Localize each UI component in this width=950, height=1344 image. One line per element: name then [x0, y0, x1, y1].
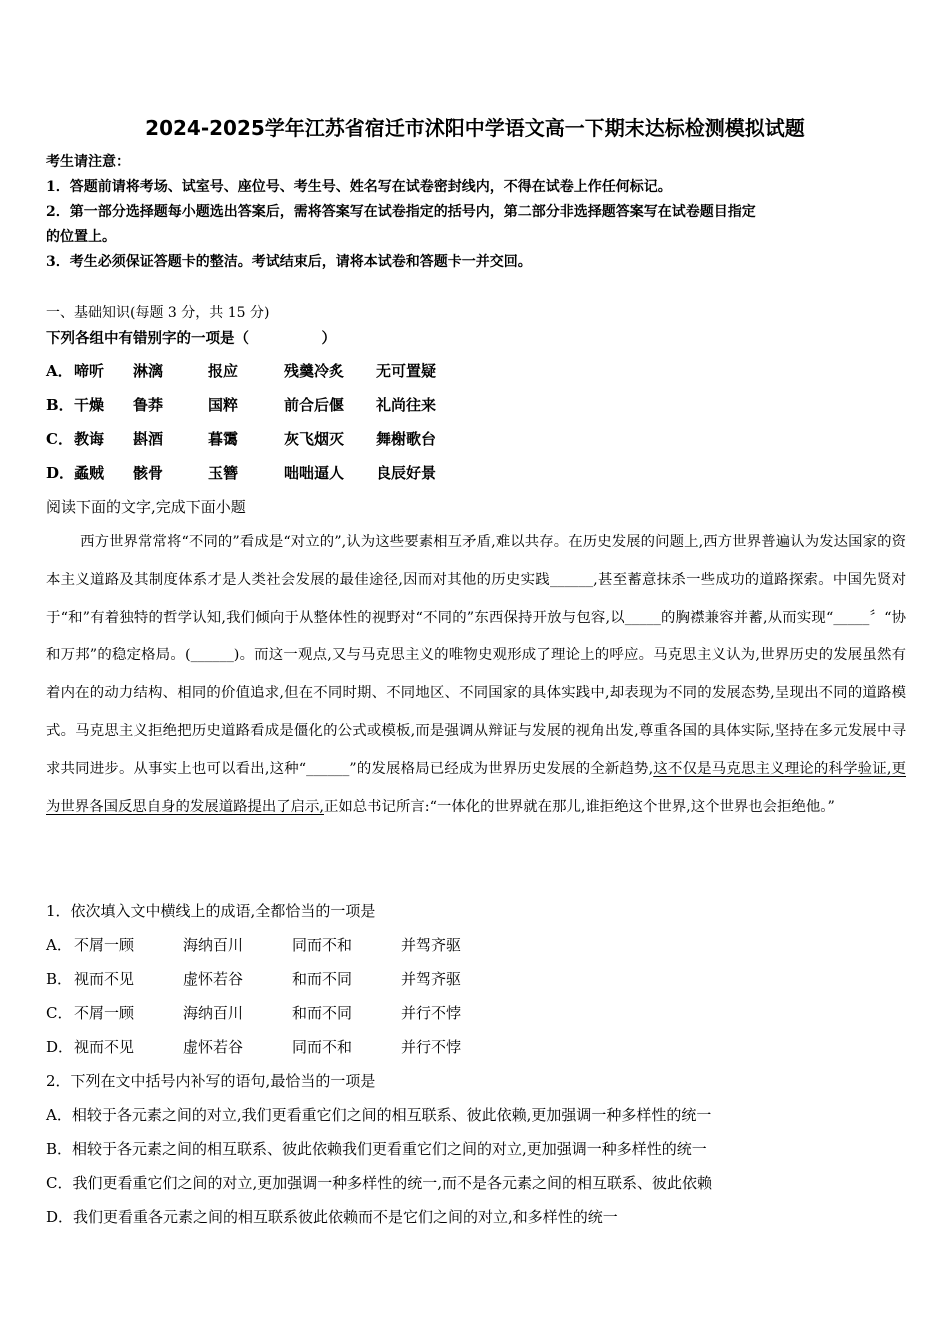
option-label: A． [46, 362, 73, 380]
option-word: 斟酒 [133, 430, 164, 448]
option-word: 无可置疑 [376, 362, 437, 380]
option-word: 国粹 [208, 396, 239, 414]
option-word: 蟊贼 [74, 464, 105, 482]
option-word: 并行不悖 [401, 1038, 462, 1056]
passage-text-end: 正如总书记所言:“一体化的世界就在那儿,谁拒绝这个世界,这个世界也会拒绝他。” [324, 798, 835, 815]
option-word: 暮霭 [208, 430, 239, 448]
q2-stem: 2．下列在文中括号内补写的语句,最恰当的一项是 [46, 1072, 376, 1090]
q2-option-c: C．我们更看重它们之间的对立,更加强调一种多样性的统一,而不是各元素之间的相互联系、彼此依赖 [46, 1174, 713, 1192]
option-word: 不屑一顾 [74, 1004, 135, 1022]
notice-block [46, 150, 906, 275]
option-word: 咄咄逼人 [284, 464, 345, 482]
notice-heading: 考生请注意： [46, 154, 130, 170]
passage-text: 西方世界常常将“不同的”看成是“对立的”,认为这些要素相互矛盾,难以共存。在历史发展的问题上,西方世界普遍认为发达国家的资本主义道路及其制度体系才是人类社会发展的最佳途径,因而对其他的历史实践______,甚至蓄意抹杀一些成功的道路探索。中国先贤对于“和”有着独特的哲学认知,我们倾向于从整体性的视野对“不同的”东西保持开放与包容,以_____的胸襟兼容并蓄,从而实现“_____〞“协和万邦”的稳定格局。(______)。而这一观点,又与马克思主义的唯物史观形成了理论上的呼应。马克思主义认为,世界历史的发展虽然有着内在的动力结构、相同的价值追求,但在不同时期、不同地区、不同国家的具体实践中,却表现为不同的发展态势,呈现出不同的道路模式。马克思主义拒绝把历史道路看成是僵化的公式或模板,而是强调从辩证与发展的视角出发,尊重各国的具体实际,坚持在多元发展中寻求共同进步。从事实上也可以看出,这种“______”的发展格局已经成为世界历史发展的全新趋势, [46, 534, 906, 777]
option-word: 虚怀若谷 [183, 1038, 244, 1056]
option-word: 虚怀若谷 [183, 970, 244, 988]
option-word: 前合后偃 [284, 396, 345, 414]
option-word: 骸骨 [133, 464, 164, 482]
option-word: 并驾齐驱 [401, 970, 462, 988]
option-word: 并行不悖 [401, 1004, 462, 1022]
option-word: 视而不见 [74, 970, 135, 988]
section1-question: 下列各组中有错别字的一项是（ ） [46, 330, 336, 347]
option-word: 教诲 [74, 430, 105, 448]
option-word: 淋漓 [133, 362, 164, 380]
option-word: 玉簪 [208, 464, 239, 482]
option-word: 干燥 [74, 396, 105, 414]
q2-option-b: B．相较于各元素之间的相互联系、彼此依赖我们更看重它们之间的对立,更加强调一种多样性的统一 [46, 1140, 707, 1158]
q1-stem: 1．依次填入文中横线上的成语,全都恰当的一项是 [46, 902, 376, 920]
option-label: B． [46, 970, 73, 988]
option-word: 不屑一顾 [74, 936, 135, 954]
q2-option-a: A．相较于各元素之间的对立,我们更看重它们之间的相互联系、彼此依赖,更加强调一种多样性的统一 [46, 1106, 712, 1124]
option-word: 舞榭歌台 [376, 430, 437, 448]
q2-option-d: D．我们更看重各元素之间的相互联系彼此依赖而不是它们之间的对立,和多样性的统一 [46, 1208, 618, 1226]
page-title: 2024-2025学年江苏省宿迁市沭阳中学语文高一下期末达标检测模拟试题 [145, 116, 805, 140]
notice-item-2-cont: 的位置上。 [46, 229, 116, 245]
option-word: 报应 [208, 362, 239, 380]
option-word: 残羹冷炙 [284, 362, 345, 380]
option-label: A． [46, 936, 72, 954]
option-word: 海纳百川 [183, 936, 244, 954]
option-word: 良辰好景 [376, 464, 437, 482]
notice-item-3: 3．考生必须保证答题卡的整洁。考试结束后，请将本试卷和答题卡一并交回。 [46, 254, 532, 270]
option-word: 和而不同 [292, 1004, 353, 1022]
option-label: C． [46, 1004, 73, 1022]
option-label: D． [46, 464, 75, 482]
option-word: 并驾齐驱 [401, 936, 462, 954]
notice-item-2: 2．第一部分选择题每小题选出答案后，需将答案写在试卷指定的括号内，第二部分非选择题答案写在试卷题目指定 [46, 204, 756, 220]
option-word: 礼尚往来 [376, 396, 437, 414]
passage-underlined-text: 这不仅是马克思主义理论的科学验证,更为世界各国反思自身的发展道路提出了启示, [46, 760, 906, 815]
option-word: 同而不和 [292, 936, 353, 954]
option-label: B． [46, 396, 74, 414]
notice-item-1: 1．答题前请将考场、试室号、座位号、考生号、姓名写在试卷密封线内，不得在试卷上作任何标记。 [46, 179, 672, 195]
reading-instruction: 阅读下面的文字,完成下面小题 [46, 498, 246, 516]
option-word: 同而不和 [292, 1038, 353, 1056]
option-word: 灰飞烟灭 [284, 430, 345, 448]
section-heading: 一、基础知识(每题 3 分，共 15 分) [46, 305, 270, 321]
reading-passage [46, 524, 906, 826]
option-label: D． [46, 1038, 74, 1056]
option-word: 和而不同 [292, 970, 353, 988]
option-word: 海纳百川 [183, 1004, 244, 1022]
option-label: C． [46, 430, 73, 448]
option-word: 鲁莽 [133, 396, 164, 414]
option-word: 啼听 [74, 362, 105, 380]
option-word: 视而不见 [74, 1038, 135, 1056]
